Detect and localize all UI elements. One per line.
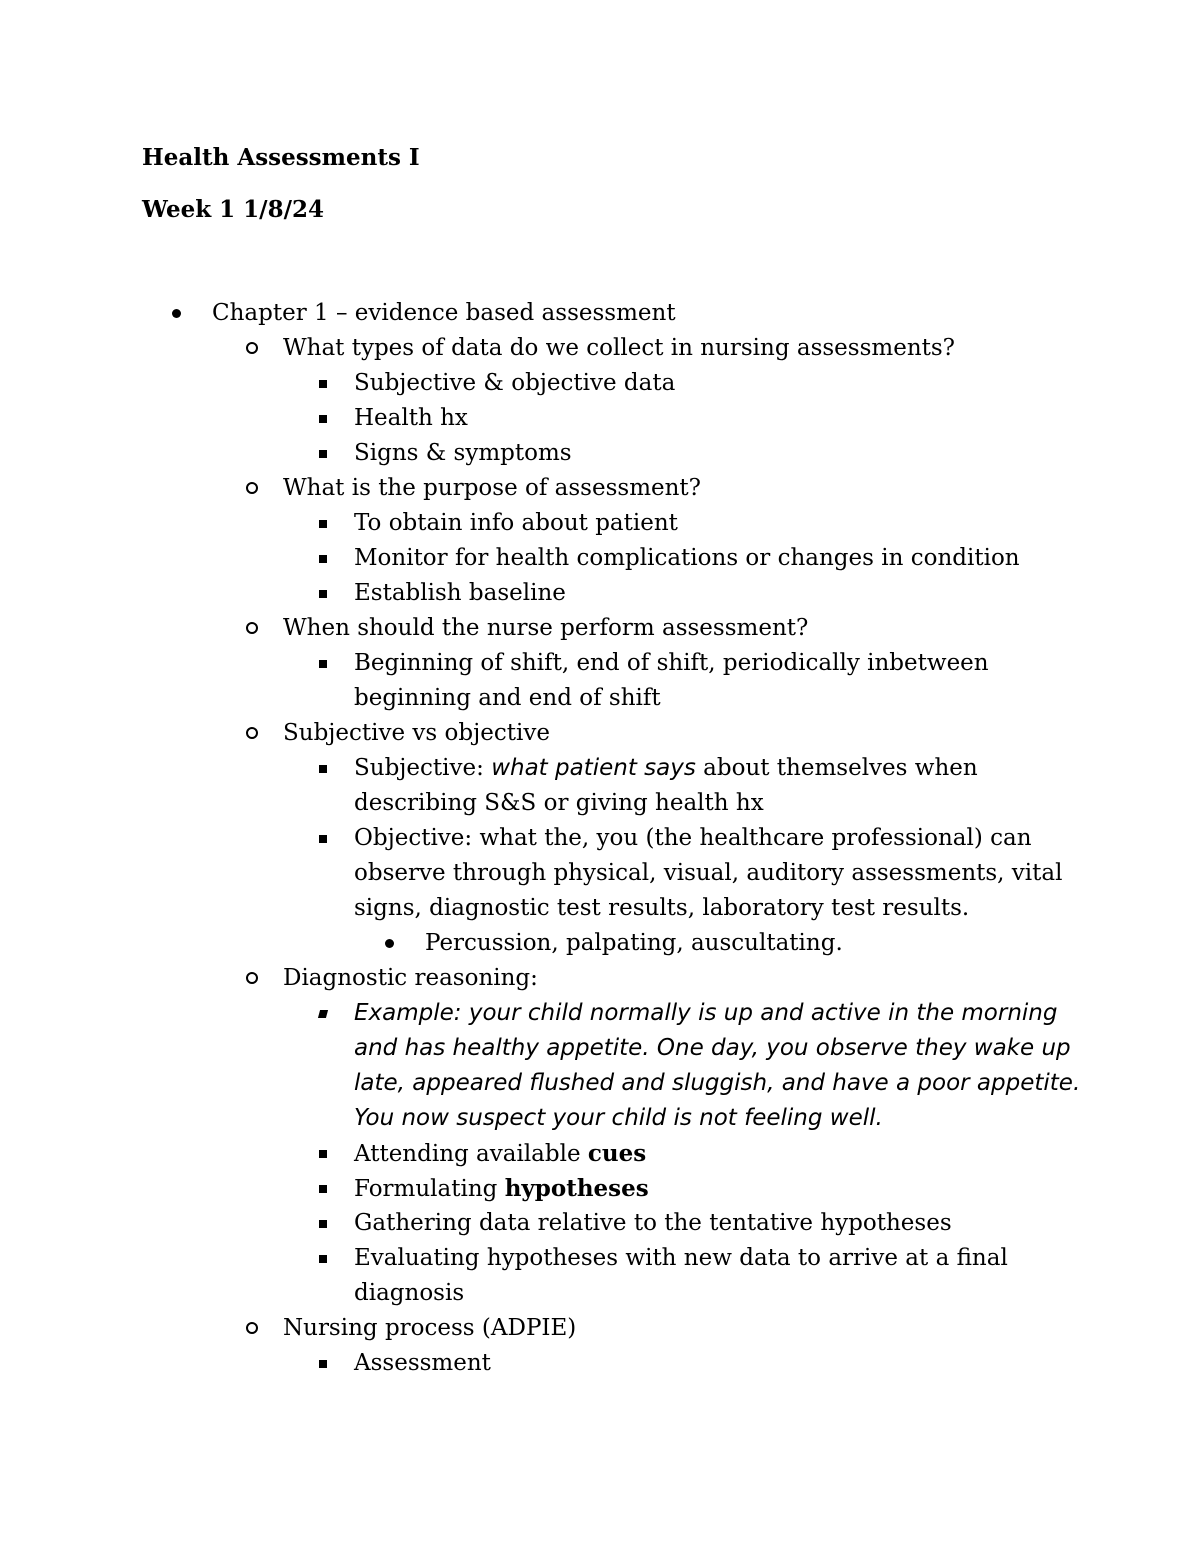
answer-text: Percussion, palpating, auscultating. xyxy=(425,930,843,956)
bullet-square-icon xyxy=(319,541,327,576)
list-item xyxy=(0,436,1200,471)
list-item xyxy=(0,716,1200,751)
question-text: Diagnostic reasoning: xyxy=(283,965,538,991)
cues-prefix: Attending available xyxy=(354,1141,588,1167)
subjective-emphasis: what patient says xyxy=(491,755,696,781)
bullet-square-icon xyxy=(319,366,327,401)
answer-text: Signs & symptoms xyxy=(354,440,572,466)
answer-text: Objective: what the, you (the healthcare professional) can xyxy=(354,825,1032,851)
list-item xyxy=(0,1241,1200,1276)
answer-text xyxy=(354,1136,646,1172)
example-text: late, appeared flushed and sluggish, and have a poor appetite. xyxy=(354,1070,1081,1096)
list-item xyxy=(0,296,1200,331)
cues-emphasis: cues xyxy=(587,1140,647,1167)
list-item-continuation xyxy=(0,891,1200,926)
bullet-square-icon xyxy=(319,506,327,541)
bullet-square-icon xyxy=(319,996,327,1031)
bullet-circle-icon xyxy=(246,471,258,506)
list-item xyxy=(0,576,1200,611)
list-item-continuation xyxy=(0,1066,1200,1101)
list-item xyxy=(0,1206,1200,1241)
list-item-continuation xyxy=(0,1101,1200,1136)
bullet-square-icon xyxy=(319,821,327,856)
example-text: Example: your child normally is up and active in the morning xyxy=(354,1000,1058,1026)
question-text: Nursing process (ADPIE) xyxy=(283,1315,577,1341)
list-item-continuation xyxy=(0,786,1200,821)
question-text: What is the purpose of assessment? xyxy=(283,475,702,501)
subjective-prefix: Subjective: xyxy=(354,755,492,781)
answer-text: Establish baseline xyxy=(354,580,566,606)
answer-text: observe through physical, visual, auditory assessments, vital xyxy=(354,860,1063,886)
list-item xyxy=(0,926,1200,961)
list-item xyxy=(0,821,1200,856)
list-item xyxy=(0,401,1200,436)
bullet-square-icon xyxy=(319,1346,327,1381)
example-text: and has healthy appetite. One day, you observe they wake up xyxy=(354,1035,1071,1061)
bullet-square-icon xyxy=(319,1136,327,1171)
document-title: Health Assessments I xyxy=(142,144,420,171)
answer-text: Assessment xyxy=(354,1350,491,1376)
hypotheses-prefix: Formulating xyxy=(354,1176,505,1202)
answer-text: Beginning of shift, end of shift, periodically inbetween xyxy=(354,650,989,676)
list-item xyxy=(0,541,1200,576)
bullet-square-icon xyxy=(319,436,327,471)
list-item xyxy=(0,471,1200,506)
answer-text: Evaluating hypotheses with new data to arrive at a final xyxy=(354,1245,1008,1271)
bullet-square-icon xyxy=(319,751,327,786)
answer-text: Subjective & objective data xyxy=(354,370,676,396)
answer-text: beginning and end of shift xyxy=(354,685,661,711)
list-item xyxy=(0,961,1200,996)
list-item xyxy=(0,1171,1200,1206)
bullet-circle-icon xyxy=(246,716,258,751)
subjective-suffix: about themselves when xyxy=(695,755,978,781)
answer-text: signs, diagnostic test results, laboratory test results. xyxy=(354,895,970,921)
answer-text: To obtain info about patient xyxy=(354,510,678,536)
list-item xyxy=(0,506,1200,541)
bullet-square-icon xyxy=(319,401,327,436)
bullet-square-icon xyxy=(319,1206,327,1241)
notes-list xyxy=(0,296,1200,1381)
list-item-continuation xyxy=(0,1031,1200,1066)
bullet-circle-icon xyxy=(246,611,258,646)
list-item xyxy=(0,646,1200,681)
answer-text xyxy=(354,751,978,786)
question-text: Subjective vs objective xyxy=(283,720,550,746)
chapter-heading: Chapter 1 – evidence based assessment xyxy=(212,300,676,326)
list-item xyxy=(0,996,1200,1031)
bullet-square-icon xyxy=(319,1241,327,1276)
answer-text: Monitor for health complications or changes in condition xyxy=(354,545,1020,571)
answer-text xyxy=(354,1171,649,1207)
list-item xyxy=(0,751,1200,786)
list-item-continuation xyxy=(0,1276,1200,1311)
answer-text: Gathering data relative to the tentative hypotheses xyxy=(354,1210,952,1236)
bullet-circle-icon xyxy=(246,961,258,996)
hypotheses-emphasis: hypotheses xyxy=(504,1175,649,1202)
answer-text: diagnosis xyxy=(354,1280,465,1306)
list-item xyxy=(0,366,1200,401)
question-text: When should the nurse perform assessment? xyxy=(283,615,809,641)
bullet-circle-icon xyxy=(246,1311,258,1346)
list-item xyxy=(0,1136,1200,1171)
bullet-square-icon xyxy=(319,576,327,611)
list-item xyxy=(0,331,1200,366)
list-item-continuation xyxy=(0,856,1200,891)
bullet-dot-icon xyxy=(172,296,181,331)
example-text: You now suspect your child is not feeling well. xyxy=(354,1105,883,1131)
bullet-circle-icon xyxy=(246,331,258,366)
bullet-square-icon xyxy=(319,1171,327,1206)
list-item xyxy=(0,1346,1200,1381)
list-item-continuation xyxy=(0,681,1200,716)
answer-text: Health hx xyxy=(354,405,468,431)
list-item xyxy=(0,1311,1200,1346)
answer-text: describing S&S or giving health hx xyxy=(354,790,764,816)
bullet-square-icon xyxy=(319,646,327,681)
week-heading: Week 1 1/8/24 xyxy=(142,196,324,223)
question-text: What types of data do we collect in nursing assessments? xyxy=(283,335,956,361)
list-item xyxy=(0,611,1200,646)
bullet-dot-icon xyxy=(385,926,394,961)
